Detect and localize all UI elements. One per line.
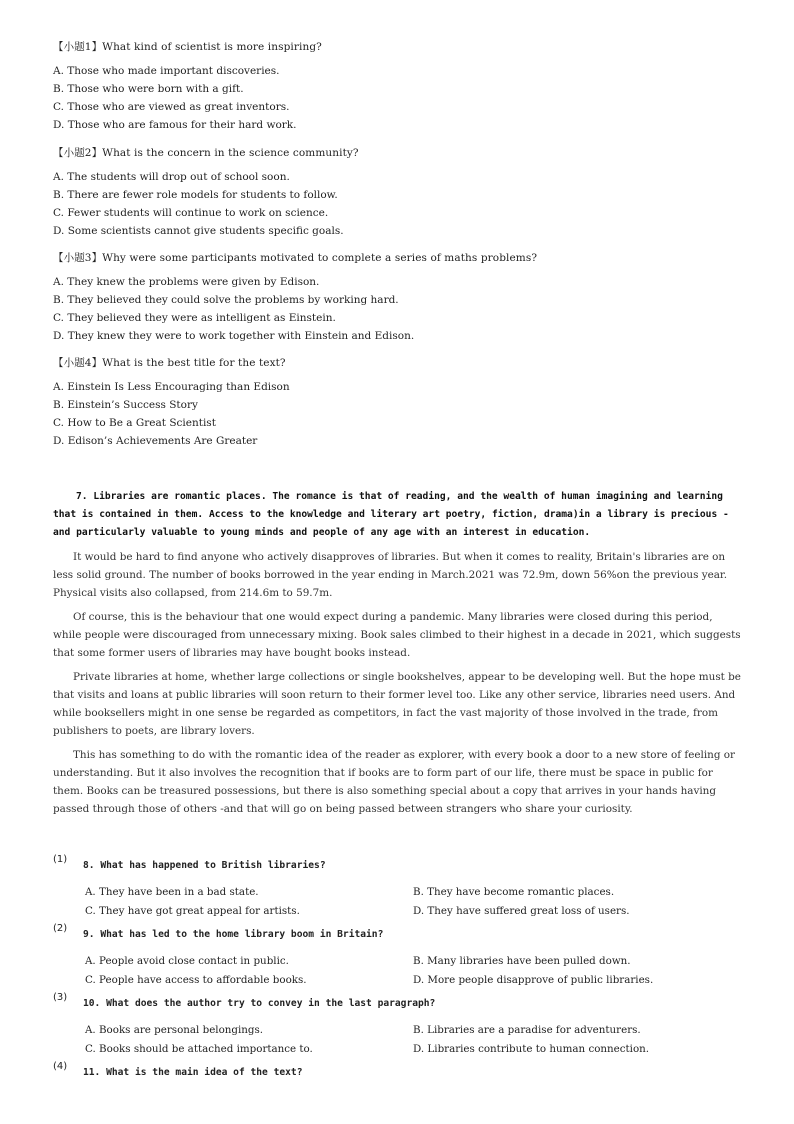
option-b: B. Those who were born with a gift. xyxy=(53,83,244,95)
option-c: C. How to Be a Great Scientist xyxy=(53,417,216,429)
option-d: D. Some scientists cannot give students specific goals. xyxy=(53,225,344,237)
option-d: D. Those who are famous for their hard work. xyxy=(53,119,297,131)
subquestion-text: 11. What is the main idea of the text? xyxy=(83,1067,303,1078)
option-a: A. The students will drop out of school soon. xyxy=(53,171,290,183)
subquestion-text: 9. What has led to the home library boom in Britain? xyxy=(83,929,384,940)
option-b: B. Libraries are a paradise for adventurers. xyxy=(413,1024,641,1036)
option-a: A. Those who made important discoveries. xyxy=(53,65,280,77)
option-a: A. Books are personal belongings. xyxy=(85,1024,264,1036)
option-b: B. Einstein’s Success Story xyxy=(53,399,198,411)
passage-paragraph: Private libraries at home, whether large collections or single bookshelves, appear to be developing well. But the hope must be that visits and loans at public libraries will soon return to their former level too. Like any other service, libraries need users. And while booksellers might in one sense be regarded as competitors, in fact the vast majority of those involved in the trade, from publishers to poets, are library lovers. xyxy=(53,671,741,737)
passage-paragraph: This has something to do with the romantic idea of the reader as explorer, with every book a door to a new store of feeling or understanding. But it also involves the recognition that if books are to form part of our life, there must be space in public for them. Books can be treasured possessions, but there is also something special about a copy that arrives in your hands having passed through those of others -and that will go on being passed between strangers who share your curiosity. xyxy=(53,749,736,815)
option-d: D. They have suffered great loss of users. xyxy=(413,905,630,917)
option-c: C. Those who are viewed as great inventors. xyxy=(53,101,290,113)
passage-intro: 7. Libraries are romantic places. The romance is that of reading, and the wealth of human imagining and learning that is contained in them. Access to the knowledge and literary art poetry, fiction, drama)in a library is precious -and particularly valuable to young minds and people of any age with an interest in education. xyxy=(53,491,729,538)
option-a: A. They knew the problems were given by Edison. xyxy=(53,276,320,288)
passage-paragraph: It would be hard to find anyone who actively disapproves of libraries. But when it comes to reality, Britain's libraries are on less solid ground. The number of books borrowed in the year ending in March.2021 was 72.9m, down 56%on the previous year. Physical visits also collapsed, from 214.6m to 59.7m. xyxy=(53,551,728,599)
question-1 xyxy=(53,40,743,134)
subquestion-number: (4) xyxy=(53,1061,68,1072)
option-d: D. Libraries contribute to human connection. xyxy=(413,1043,650,1055)
option-a: A. Einstein Is Less Encouraging than Edison xyxy=(53,381,290,393)
subquestion-text: 10. What does the author try to convey in the last paragraph? xyxy=(83,998,436,1009)
question-2 xyxy=(53,146,743,240)
option-c: C. Fewer students will continue to work on science. xyxy=(53,207,329,219)
option-b: B. There are fewer role models for students to follow. xyxy=(53,189,338,201)
option-b: B. Many libraries have been pulled down. xyxy=(413,955,631,967)
option-d: D. They knew they were to work together with Einstein and Edison. xyxy=(53,330,415,342)
subquestion-number: (3) xyxy=(53,992,68,1003)
option-d: D. More people disapprove of public libraries. xyxy=(413,974,654,986)
option-c: C. They believed they were as intelligent as Einstein. xyxy=(53,312,336,324)
question-heading: 【小题1】What kind of scientist is more inspiring? xyxy=(53,41,322,53)
subquestion-number: (1) xyxy=(53,854,68,865)
subquestion-number: (2) xyxy=(53,923,68,934)
passage-7 xyxy=(53,488,743,818)
option-d: D. Edison’s Achievements Are Greater xyxy=(53,435,258,447)
subquestion-text: 8. What has happened to British libraries? xyxy=(83,860,326,871)
question-4 xyxy=(53,356,743,450)
passage-paragraph: Of course, this is the behaviour that one would expect during a pandemic. Many libraries were closed during this period, while people were discouraged from unnecessary mixing. Book sales climbed to their highest in a decade in 2021, which suggests that some former users of libraries may have bought books instead. xyxy=(53,611,741,659)
option-c: C. People have access to affordable books. xyxy=(85,974,307,986)
option-b: B. They believed they could solve the problems by working hard. xyxy=(53,294,399,306)
question-heading: 【小题4】What is the best title for the text? xyxy=(53,357,286,369)
option-c: C. They have got great appeal for artists. xyxy=(85,905,300,917)
option-b: B. They have become romantic places. xyxy=(413,886,615,898)
question-heading: 【小题3】Why were some participants motivated to complete a series of maths problems? xyxy=(53,252,538,264)
question-heading: 【小题2】What is the concern in the science community? xyxy=(53,147,359,159)
option-a: A. People avoid close contact in public. xyxy=(85,955,289,967)
question-3 xyxy=(53,251,743,345)
option-a: A. They have been in a bad state. xyxy=(85,886,259,898)
option-c: C. Books should be attached importance to. xyxy=(85,1043,313,1055)
